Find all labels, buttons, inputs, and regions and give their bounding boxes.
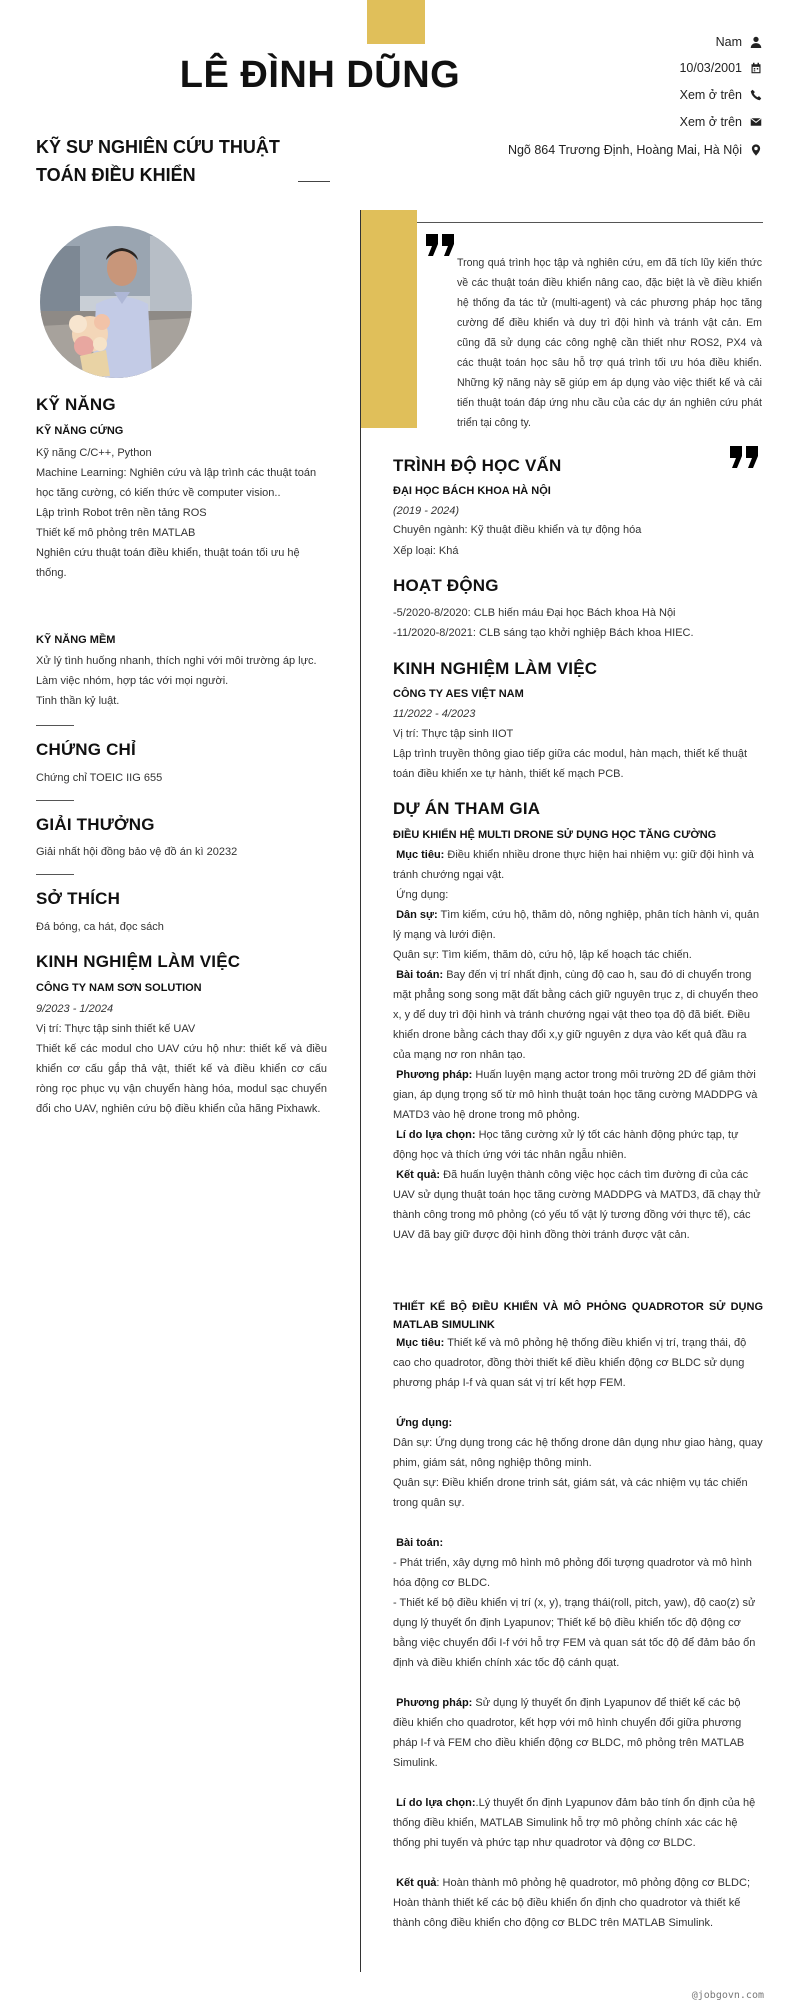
contact-gender xyxy=(343,32,763,52)
hard-skills-heading: KỸ NĂNG CỨNG xyxy=(36,425,124,437)
contact-address xyxy=(343,140,763,160)
project-1-title: ĐIỀU KHIỂN HỆ MULTI DRONE SỬ DỤNG HỌC TĂNG CƯỜNG xyxy=(393,829,717,841)
project-1-body xyxy=(393,845,763,1245)
label: Bài toán: xyxy=(396,1537,444,1549)
project-1-problem: Bay đến vị trí nhất định, cùng độ cao h, sau đó di chuyển trong mặt phẳng song song mặt đất bằng cách giữ nguyên trục z, di chuyển theo x, y để duy trì đội hình và tránh chướng ngại vật theo tọa độ đã biết. Điều khiển drone bằng cách thay đổi x,y giữ nguyên z dựa vào kết quả đầu ra của mạng nơ ron nhân tạo. xyxy=(393,969,759,1061)
project-2-military: Quân sự: Điều khiển drone trinh sát, giám sát, và các nhiệm vụ tác chiến trong quân sự. xyxy=(393,1477,748,1509)
objective-top-rule xyxy=(417,222,763,223)
job-title-line-2: TOÁN ĐIỀU KHIỂN xyxy=(36,165,196,185)
activity-item: -11/2020-8/2021: CLB sáng tạo khởi nghiệp Bách khoa HIEC. xyxy=(393,627,694,639)
label: Lí do lựa chọn: xyxy=(396,1797,476,1809)
awards-heading: GIẢI THƯỞNG xyxy=(36,815,155,834)
soft-skills-heading: KỸ NĂNG MỀM xyxy=(36,634,116,646)
envelope-icon xyxy=(749,115,763,129)
education-major: Chuyên ngành: Kỹ thuật điều khiển và tự động hóa xyxy=(393,524,642,536)
contact-phone-text: Xem ở trên xyxy=(679,88,742,102)
soft-skill-item: Làm việc nhóm, hợp tác với mọi người. xyxy=(36,675,229,687)
left-experience-company: CÔNG TY NAM SƠN SOLUTION xyxy=(36,982,202,994)
award-item: Giải nhất hội đồng bảo vệ đồ án kì 20232 xyxy=(36,846,238,858)
right-experience-period: 11/2022 - 4/2023 xyxy=(393,708,476,720)
project-2-reason: .Lý thuyết ổn định Lyapunov đảm bảo tính ổn định của hệ thống điều khiển, MATLAB Simulink hỗ trợ mô phỏng chính xác các hệ thống phi tuyến và phức tạp như quadrotor và động cơ BLDC. xyxy=(393,1797,756,1849)
project-2-body xyxy=(393,1333,763,1933)
label: Dân sự: xyxy=(396,909,438,921)
label: Bài toán: xyxy=(396,969,444,981)
right-experience-position: Vị trí: Thực tập sinh IIOT xyxy=(393,728,514,740)
project-2-method: Sử dụng lý thuyết ổn định Lyapunov để thiết kế các bộ điều khiển cho quadrotor, kết hợp với mô hình chuyển đổi giữa phương pháp I-f và FEM cho điều khiển động cơ BLDC, mô phỏng trên MATLAB Simulink. xyxy=(393,1697,745,1769)
contact-gender-text: Nam xyxy=(715,35,742,49)
full-name: LÊ ĐÌNH DŨNG xyxy=(179,54,461,96)
project-1-reason: Học tăng cường xử lý tốt các hành động phức tạp, tự động học và thích ứng với tác nhân ngẫu nhiên. xyxy=(393,1129,739,1161)
label: Kết quả: xyxy=(396,1169,441,1181)
project-2-problem-2: - Thiết kế bộ điều khiển vị trí (x, y), trạng thái(roll, pitch, yaw), độ cao(z) sử dụng lý thuyết ổn định Lyapunov; Thiết kế bộ điều khiển tốc độ động cơ bằng việc chuyển đổi I-f với hỗ trợ FEM và quan sát tốc độ để đảm bảo ổn định và điều khiển chính xác tốc độ cánh quạt. xyxy=(393,1597,756,1669)
label: Phương pháp: xyxy=(396,1069,473,1081)
contact-birthdate xyxy=(343,58,763,78)
label: Kết quả xyxy=(396,1877,437,1889)
project-1-method: Huấn luyện mạng actor trong môi trường 2D để giảm thời gian, áp dụng trọng số từ mô hình thuật toán học tăng cường MADDPG và MATD3 vào hệ drone trong mô phỏng. xyxy=(393,1069,758,1121)
project-1-military: Quân sự: Tìm kiếm, thăm dò, cứu hộ, lập kế hoạch tác chiến. xyxy=(393,949,692,961)
skills-heading: KỸ NĂNG xyxy=(36,395,116,414)
title-underline xyxy=(298,181,330,182)
calendar-icon xyxy=(749,61,763,75)
right-experience-heading: KINH NGHIỆM LÀM VIỆC xyxy=(393,659,598,678)
section-divider xyxy=(36,800,74,801)
left-experience-heading: KINH NGHIỆM LÀM VIỆC xyxy=(36,952,241,971)
activities-list xyxy=(393,603,763,643)
label: Mục tiêu: xyxy=(396,849,445,861)
contact-address-text: Ngõ 864 Trương Định, Hoàng Mai, Hà Nội xyxy=(507,143,742,157)
objective-text: Trong quá trình học tập và nghiên cứu, em đã tích lũy kiến thức về các thuật toán điều khiển nâng cao, đặc biệt là về điều khiển hệ thống đa tác tử (multi-agent) và các phương pháp học tăng cường để điều khiển và duy trì đội hình và tránh vật cản. Em cũng đã sử dụng các công nghệ cần thiết như ROS2, PX4 và các thuật toán học sâu hỗ trợ quá trình tối ưu hóa điều khiển. Những kỹ năng này sẽ giúp em áp dụng vào việc thiết kế và cải tiến thuật toán đáp ứng nhu cầu của các dự án nghiên cứu phát triển tại công ty. xyxy=(457,257,762,429)
contact-birthdate-text: 10/03/2001 xyxy=(679,61,742,75)
contact-email-text: Xem ở trên xyxy=(679,115,742,129)
soft-skill-item: Xử lý tình huống nhanh, thích nghi với môi trường áp lực. xyxy=(36,655,317,667)
label: Lí do lựa chọn: xyxy=(396,1129,476,1141)
soft-skills-list xyxy=(36,651,328,711)
hard-skills-list xyxy=(36,443,326,583)
avatar xyxy=(40,226,192,378)
job-title xyxy=(36,133,336,189)
hard-skill-item: Machine Learning: Nghiên cứu và lập trình các thuật toán học tăng cường, có kiến thức về computer vision.. xyxy=(36,467,317,499)
right-experience-company: CÔNG TY AES VIỆT NAM xyxy=(393,688,524,700)
project-2-goal: Thiết kế và mô phỏng hệ thống điều khiển vị trí, trạng thái, độ cao cho quadrotor, đồng thời thiết kế điều khiển động cơ BLDC sử dụng phương pháp I-f và quan sát vị trí kết hợp FEM. xyxy=(393,1337,747,1389)
contact-phone xyxy=(343,85,763,105)
hobbies-heading: SỞ THÍCH xyxy=(36,889,121,908)
job-title-line-1: KỸ SƯ NGHIÊN CỨU THUẬT xyxy=(36,137,280,157)
column-divider xyxy=(360,210,361,1972)
hard-skill-item: Kỹ năng C/C++, Python xyxy=(36,447,152,459)
footer-watermark: @jobgovn.com xyxy=(691,1990,764,2001)
education-grade: Xếp loại: Khá xyxy=(393,545,459,557)
project-2-result: : Hoàn thành mô phỏng hệ quadrotor, mô phỏng động cơ BLDC; Hoàn thành thiết kế các bộ điều khiển ổn định cho quadrotor và thiết kế thành công điều khiển cho động cơ BLDC trên MATLAB Simulink. xyxy=(393,1877,750,1929)
left-experience-description: Thiết kế các modul cho UAV cứu hộ như: thiết kế và điều khiển cơ cấu gắp thả vật, thiết kế và điều khiển cơ cấu ròng rọc phục vụ vận chuyển hàng hóa, modul sạc chuyển đổi cho UAV, nghiên cứu bộ điều khiển của hãng Pixhawk. xyxy=(36,1043,327,1115)
soft-skill-item: Tinh thần kỷ luật. xyxy=(36,695,120,707)
project-2-title: THIẾT KẾ BỘ ĐIỀU KHIỂN VÀ MÔ PHỎNG QUADROTOR SỬ DỤNG MATLAB SIMULINK xyxy=(393,1301,763,1331)
objective-accent-block xyxy=(360,210,417,428)
left-experience-position: Vị trí: Thực tập sinh thiết kế UAV xyxy=(36,1023,196,1035)
section-divider xyxy=(36,725,74,726)
project-1-goal: Điều khiển nhiều drone thực hiện hai nhiệm vụ: giữ đội hình và tránh chướng ngại vật. xyxy=(393,849,754,881)
contact-email xyxy=(343,112,763,132)
left-experience-period: 9/2023 - 1/2024 xyxy=(36,1003,114,1015)
right-experience-description: Lập trình truyền thông giao tiếp giữa các modul, hàn mạch, thiết kế thuật toán điều khiển xe tự hành, thiết kế mạch PCB. xyxy=(393,748,748,780)
label: Mục tiêu: xyxy=(396,1337,445,1349)
phone-icon xyxy=(749,88,763,102)
label: Phương pháp: xyxy=(396,1697,473,1709)
location-pin-icon xyxy=(749,143,763,157)
project-1-result: Đã huấn luyện thành công việc học cách tìm đường đi của các UAV sử dụng thuật toán học tăng cường MADDPG và MATD3, đã chạy thử thành công trong mô phỏng (có yếu tố vật lý tương đồng với thực tế), các UAV đã bay giữ được đội hình đồng thời tránh được vật cản. xyxy=(393,1169,761,1241)
project-1-civil: Tìm kiếm, cứu hộ, thăm dò, nông nghiệp, phân tích hành vi, quản lý mạng và lưới điện. xyxy=(393,909,760,941)
certificates-heading: CHỨNG CHỈ xyxy=(36,740,136,759)
hard-skill-item: Nghiên cứu thuật toán điều khiển, thuật toán tối ưu hệ thống. xyxy=(36,547,300,579)
hard-skill-item: Lập trình Robot trên nền tảng ROS xyxy=(36,507,207,519)
activity-item: -5/2020-8/2020: CLB hiến máu Đại học Bách khoa Hà Nội xyxy=(393,607,676,619)
education-heading: TRÌNH ĐỘ HỌC VẤN xyxy=(393,456,562,475)
education-school: ĐẠI HỌC BÁCH KHOA HÀ NỘI xyxy=(393,485,551,497)
project-2-civil: Dân sự: Ứng dụng trong các hệ thống drone dân dụng như giao hàng, quay phim, giám sát, nông nghiệp thông minh. xyxy=(393,1437,763,1469)
projects-heading: DỰ ÁN THAM GIA xyxy=(393,799,541,818)
education-period: (2019 - 2024) xyxy=(393,505,460,517)
project-2-problem-1: - Phát triển, xây dựng mô hình mô phỏng đối tượng quadrotor và mô hình hóa động cơ BLDC. xyxy=(393,1557,752,1589)
section-divider xyxy=(36,874,74,875)
hobbies-text: Đá bóng, ca hát, đọc sách xyxy=(36,921,164,933)
label: Ứng dụng: xyxy=(396,1417,453,1429)
activities-heading: HOẠT ĐỘNG xyxy=(393,576,499,595)
label: Ứng dụng: xyxy=(396,889,449,901)
open-quote-icon xyxy=(426,234,456,261)
hard-skill-item: Thiết kế mô phỏng trên MATLAB xyxy=(36,527,196,539)
user-icon xyxy=(749,35,763,49)
certificate-item: Chứng chỉ TOEIC IIG 655 xyxy=(36,772,163,784)
avatar-photo xyxy=(40,226,192,378)
